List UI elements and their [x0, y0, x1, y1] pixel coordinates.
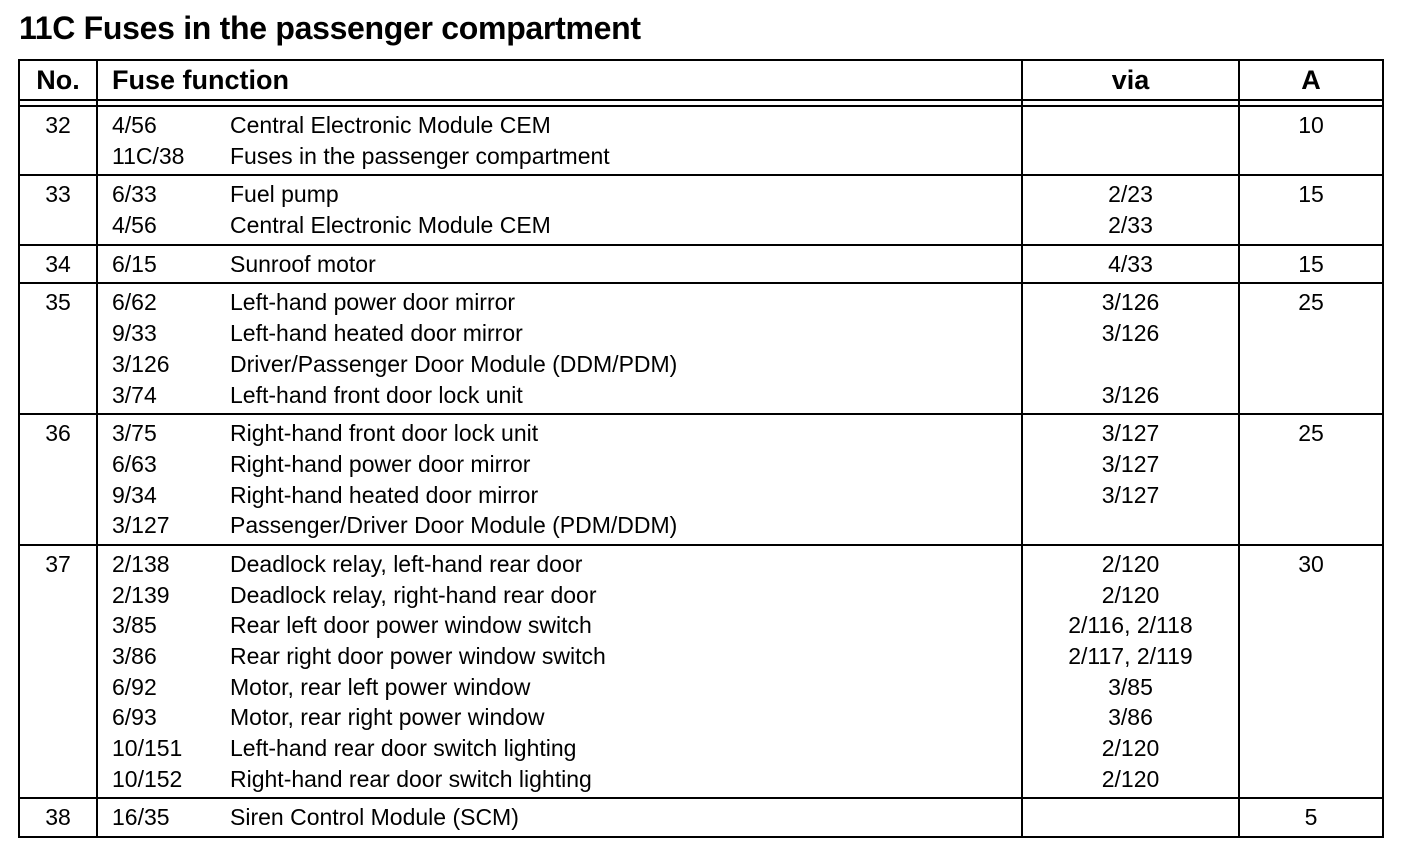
function-line — [98, 702, 1021, 733]
column-header-fuse-function: Fuse function — [97, 60, 1022, 100]
component-code: 3/86 — [112, 643, 157, 669]
via-cell — [1022, 175, 1239, 244]
via-value — [1023, 141, 1238, 172]
via-value: 2/116, 2/118 — [1068, 612, 1193, 639]
function-line — [98, 764, 1021, 795]
via-cell — [1022, 245, 1239, 284]
amperage-cell — [1239, 545, 1383, 799]
amperage-value: 25 — [1298, 289, 1324, 316]
fuse-number-cell — [19, 175, 97, 244]
amperage-cell — [1239, 245, 1383, 284]
fuse-number-cell — [19, 283, 97, 414]
via-value: 3/127 — [1101, 450, 1160, 477]
fuse-group — [19, 175, 1383, 244]
fuse-group — [19, 798, 1383, 837]
component-code: 10/152 — [112, 765, 183, 792]
fuse-number: 33 — [45, 181, 71, 208]
component-description: Fuel pump — [230, 181, 339, 208]
fuse-table — [18, 59, 1384, 838]
component-code: 10/151 — [112, 735, 183, 762]
function-line — [98, 249, 1021, 280]
via-value: 2/33 — [1108, 212, 1153, 239]
component-description: Central Electronic Module CEM — [230, 212, 551, 239]
component-code: 4/56 — [112, 212, 157, 239]
function-line — [98, 287, 1021, 318]
component-code: 11C/38 — [112, 142, 185, 169]
component-code: 3/126 — [112, 350, 170, 377]
column-header-via: via — [1022, 60, 1239, 100]
via-value: 3/86 — [1108, 704, 1153, 731]
fuse-number: 35 — [45, 289, 71, 316]
function-line — [98, 510, 1021, 541]
fuse-function-cell — [97, 798, 1022, 837]
table-row — [19, 245, 1383, 284]
component-description: Left-hand front door lock unit — [230, 381, 523, 408]
fuse-number: 36 — [45, 420, 71, 447]
component-description: Motor, rear right power window — [230, 704, 545, 731]
via-cell — [1022, 798, 1239, 837]
via-value: 2/117, 2/119 — [1068, 643, 1193, 669]
function-line — [98, 610, 1021, 641]
amperage-value: 25 — [1298, 420, 1324, 447]
component-description: Fuses in the passenger compartment — [230, 142, 610, 169]
amperage-cell — [1239, 414, 1383, 545]
column-header-amps: A — [1239, 60, 1383, 100]
column-header-no: No. — [19, 60, 97, 100]
fuse-function-cell — [97, 283, 1022, 414]
fuse-number-cell — [19, 245, 97, 284]
component-description: Right-hand power door mirror — [230, 450, 531, 477]
via-value: 4/33 — [1108, 250, 1153, 277]
component-code: 6/15 — [112, 250, 157, 277]
component-description: Right-hand rear door switch lighting — [230, 765, 592, 792]
function-line — [98, 733, 1021, 764]
via-value — [1023, 349, 1238, 380]
page-title: 11C Fuses in the passenger compartment — [19, 10, 641, 46]
via-value: 3/127 — [1101, 481, 1160, 508]
function-line — [98, 672, 1021, 703]
fuse-number: 34 — [45, 250, 71, 277]
function-line — [98, 480, 1021, 511]
component-description: Left-hand power door mirror — [230, 289, 516, 316]
table-row — [19, 414, 1383, 545]
amperage-value: 30 — [1298, 550, 1324, 577]
table-row — [19, 175, 1383, 244]
component-description: Deadlock relay, left-hand rear door — [230, 550, 583, 577]
table-row — [19, 283, 1383, 414]
amperage-cell — [1239, 798, 1383, 837]
fuse-group — [19, 414, 1383, 545]
component-code: 3/127 — [112, 512, 170, 539]
component-description: Left-hand rear door switch lighting — [230, 735, 577, 762]
fuse-function-cell — [97, 245, 1022, 284]
fuse-number-cell — [19, 545, 97, 799]
via-value: 2/120 — [1101, 581, 1160, 608]
via-value: 3/126 — [1101, 320, 1160, 347]
amperage-value: 15 — [1298, 250, 1324, 277]
fuse-number: 38 — [45, 804, 71, 831]
component-description: Rear left door power window switch — [230, 612, 592, 639]
component-code: 6/63 — [112, 450, 157, 477]
component-code: 4/56 — [112, 112, 157, 138]
function-line — [98, 110, 1021, 141]
function-line — [98, 380, 1021, 411]
via-value — [1023, 110, 1238, 141]
component-code: 16/35 — [112, 804, 170, 831]
fuse-group — [19, 106, 1383, 175]
component-code: 2/138 — [112, 550, 170, 577]
function-line — [98, 141, 1021, 172]
component-description: Motor, rear left power window — [230, 673, 531, 700]
component-code: 6/92 — [112, 673, 157, 700]
fuse-function-cell — [97, 175, 1022, 244]
component-code: 6/62 — [112, 289, 157, 316]
fuse-function-cell — [97, 414, 1022, 545]
function-line — [98, 549, 1021, 580]
amperage-cell — [1239, 106, 1383, 175]
via-cell — [1022, 106, 1239, 175]
fuse-group — [19, 283, 1383, 414]
component-code: 9/33 — [112, 320, 157, 347]
function-line — [98, 179, 1021, 210]
component-description: Siren Control Module (SCM) — [230, 804, 519, 831]
component-description: Driver/Passenger Door Module (DDM/PDM) — [230, 350, 678, 377]
component-code: 9/34 — [112, 481, 157, 508]
via-value — [1023, 510, 1238, 541]
via-value: 3/85 — [1108, 673, 1153, 700]
amperage-cell — [1239, 283, 1383, 414]
table-header — [19, 60, 1383, 106]
table-row — [19, 106, 1383, 175]
via-value: 2/23 — [1108, 181, 1153, 208]
component-description: Sunroof motor — [230, 250, 376, 277]
fuse-number: 32 — [45, 112, 71, 138]
function-line — [98, 580, 1021, 611]
fuse-number: 37 — [45, 550, 71, 577]
component-description: Rear right door power window switch — [230, 643, 606, 669]
via-cell — [1022, 545, 1239, 799]
amperage-value: 15 — [1298, 181, 1324, 208]
fuse-number-cell — [19, 106, 97, 175]
component-description: Passenger/Driver Door Module (PDM/DDM) — [230, 512, 678, 539]
fuse-function-cell — [97, 545, 1022, 799]
amperage-value: 10 — [1298, 112, 1324, 138]
via-value: 3/126 — [1101, 289, 1160, 316]
component-description: Central Electronic Module CEM — [230, 112, 551, 138]
function-line — [98, 418, 1021, 449]
via-value: 2/120 — [1101, 550, 1160, 577]
fuse-group — [19, 545, 1383, 799]
component-description: Right-hand heated door mirror — [230, 481, 539, 508]
fuse-number-cell — [19, 414, 97, 545]
function-line — [98, 641, 1021, 672]
component-code: 3/75 — [112, 420, 157, 447]
function-line — [98, 318, 1021, 349]
table-row — [19, 798, 1383, 837]
component-code: 6/93 — [112, 704, 157, 731]
amperage-value: 5 — [1304, 804, 1318, 831]
via-value — [1023, 802, 1238, 833]
via-value: 3/127 — [1101, 420, 1160, 447]
component-code: 2/139 — [112, 581, 170, 608]
via-cell — [1022, 414, 1239, 545]
fuse-number-cell — [19, 798, 97, 837]
component-description: Right-hand front door lock unit — [230, 420, 539, 447]
fuse-group — [19, 245, 1383, 284]
component-code: 6/33 — [112, 181, 157, 208]
component-code: 3/74 — [112, 381, 157, 408]
amperage-cell — [1239, 175, 1383, 244]
via-value: 2/120 — [1101, 735, 1160, 762]
table-row — [19, 545, 1383, 799]
via-cell — [1022, 283, 1239, 414]
component-code: 3/85 — [112, 612, 157, 639]
function-line — [98, 449, 1021, 480]
via-value: 3/126 — [1101, 381, 1160, 408]
via-value: 2/120 — [1101, 765, 1160, 792]
component-description: Left-hand heated door mirror — [230, 320, 523, 347]
component-description: Deadlock relay, right-hand rear door — [230, 581, 597, 608]
fuse-function-cell — [97, 106, 1022, 175]
function-line — [98, 210, 1021, 241]
function-line — [98, 349, 1021, 380]
function-line — [98, 802, 1021, 833]
